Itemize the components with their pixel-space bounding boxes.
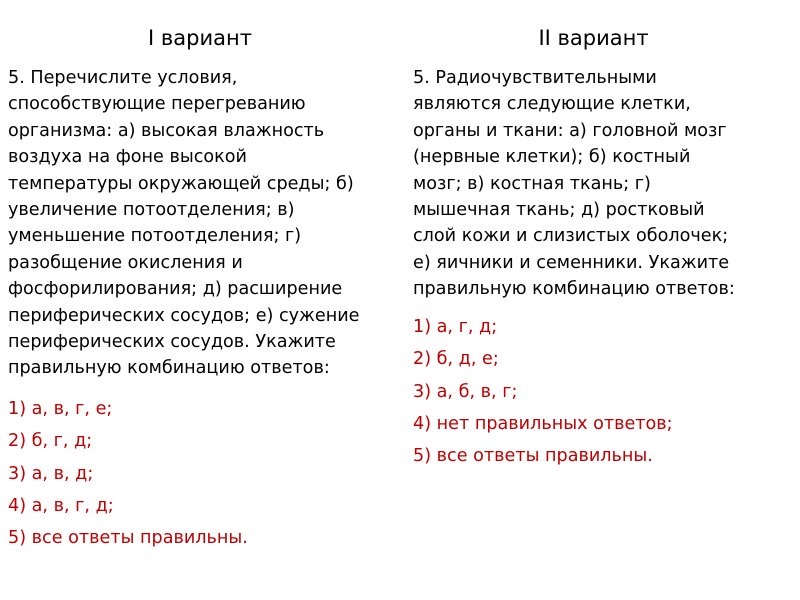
variant-1-title: I вариант bbox=[148, 26, 252, 50]
question-line: 5. Радиочувствительными bbox=[413, 68, 657, 88]
answer-option-2: 2) б, г, д; bbox=[8, 431, 93, 452]
answer-option-4: 4) а, в, г, д; bbox=[8, 495, 114, 516]
question-line: фосфорилирования; д) расширение bbox=[8, 279, 343, 300]
answer-option-2: 2) б, д, е; bbox=[413, 349, 499, 370]
question-line: периферических сосудов. Укажите bbox=[8, 331, 336, 352]
question-line: 5. Перечислите условия, bbox=[8, 68, 238, 88]
question-line: е) яичники и семенники. Укажите bbox=[413, 252, 730, 273]
question-line: уменьшение потоотделения; г) bbox=[8, 226, 302, 247]
question-line: правильную комбинацию ответов: bbox=[413, 279, 735, 300]
question-line: способствующие перегреванию bbox=[8, 94, 306, 115]
question-line: увеличение потоотделения; в) bbox=[8, 199, 295, 220]
variant-1-question bbox=[8, 65, 360, 382]
question-line: температуры окружающей среды; б) bbox=[8, 173, 354, 194]
answer-option-1: 1) а, в, г, е; bbox=[8, 399, 113, 419]
question-line: воздуха на фоне высокой bbox=[8, 147, 247, 168]
answer-option-4: 4) нет правильных ответов; bbox=[413, 413, 673, 434]
answer-option-1: 1) а, г, д; bbox=[413, 317, 498, 337]
question-line: слой кожи и слизистых оболочек; bbox=[413, 226, 729, 247]
question-line: периферических сосудов; е) сужение bbox=[8, 305, 360, 326]
answer-option-3: 3) а, в, д; bbox=[8, 463, 94, 484]
variant-2-question bbox=[413, 65, 735, 303]
answer-option-5: 5) все ответы правильны. bbox=[8, 528, 248, 549]
question-line: (нервные клетки); б) костный bbox=[413, 147, 691, 168]
variant-2-title: II вариант bbox=[538, 26, 649, 50]
question-line: мышечная ткань; д) ростковый bbox=[413, 199, 705, 220]
question-line: органы и ткани: а) головной мозг bbox=[413, 120, 727, 141]
variant-1-options bbox=[8, 393, 248, 554]
question-line: правильную комбинацию ответов: bbox=[8, 358, 330, 379]
answer-option-5: 5) все ответы правильны. bbox=[413, 446, 653, 467]
variant-2-options bbox=[413, 311, 673, 472]
question-line: организма: а) высокая влажность bbox=[8, 120, 325, 141]
question-line: разобщение окисления и bbox=[8, 252, 243, 273]
answer-option-3: 3) а, б, в, г; bbox=[413, 381, 518, 402]
question-line: мозг; в) костная ткань; г) bbox=[413, 173, 651, 194]
question-line: являются следующие клетки, bbox=[413, 94, 691, 115]
